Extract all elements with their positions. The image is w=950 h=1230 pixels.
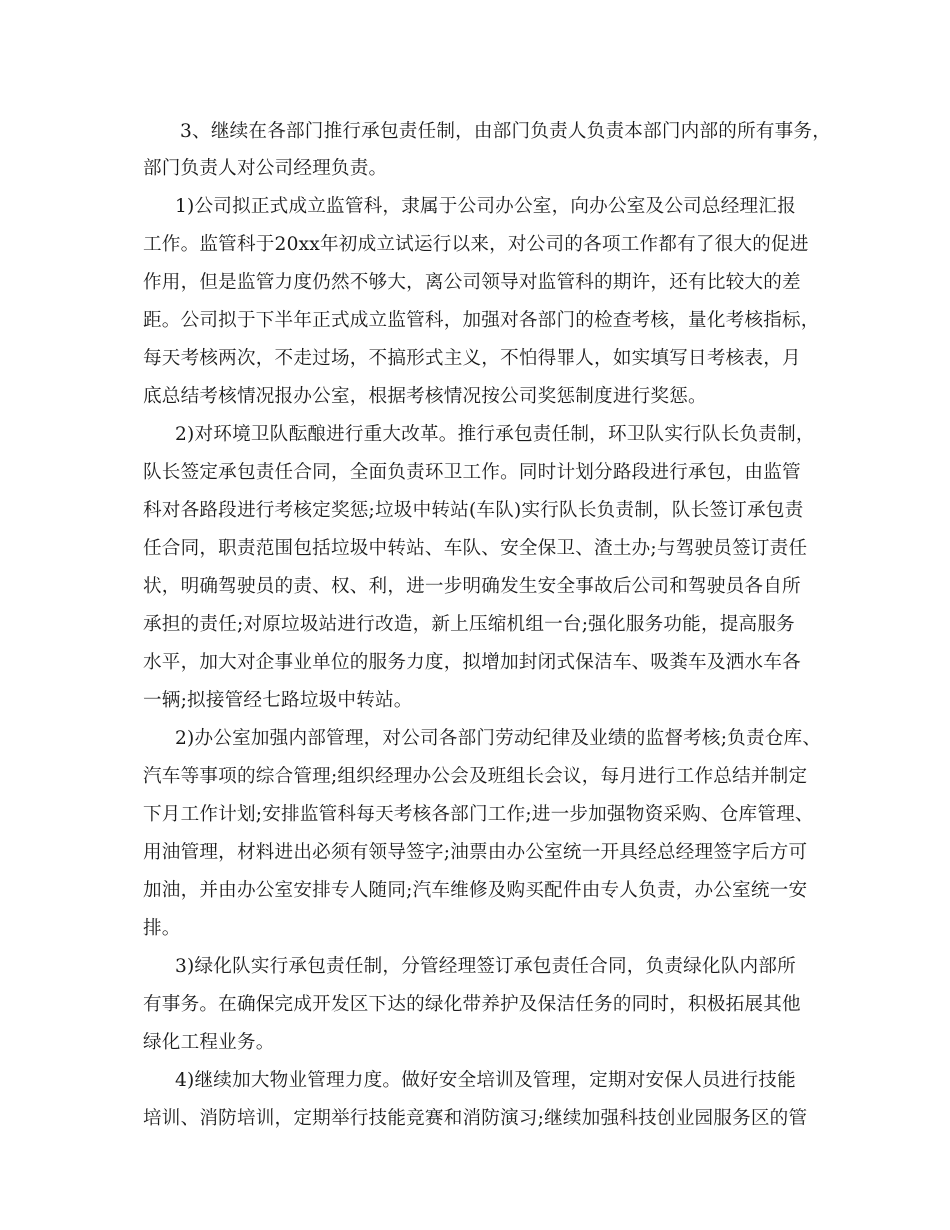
text-line: 汽车等事项的综合管理;组织经理办公会及班组长会议，每月进行工作总结并制定 bbox=[143, 766, 808, 787]
text-line: 有事务。在确保完成开发区下达的绿化带养护及保洁任务的同时，积极拓展其他 bbox=[143, 994, 801, 1015]
text-line: 状，明确驾驶员的责、权、利，进一步明确发生安全事故后公司和驾驶员各自所 bbox=[143, 576, 801, 597]
text-line: 用油管理，材料进出必须有领导签字;油票由办公室统一开具经总经理签字后方可 bbox=[143, 842, 808, 863]
text-line: 绿化工程业务。 bbox=[143, 1032, 275, 1053]
text-line: 水平，加大对企事业单位的服务力度，拟增加封闭式保洁车、吸粪车及洒水车各 bbox=[143, 652, 801, 673]
text-line: 每天考核两次，不走过场，不搞形式主义，不怕得罪人，如实填写日考核表，月 bbox=[143, 348, 801, 369]
text-line: 承担的责任;对原垃圾站进行改造，新上压缩机组一台;强化服务功能，提高服务 bbox=[143, 614, 795, 635]
text-line: 距。公司拟于下半年正式成立监管科，加强对各部门的检查考核，量化考核指标， bbox=[143, 310, 820, 331]
text-line: 3、继续在各部门推行承包责任制，由部门负责人负责本部门内部的所有事务， bbox=[180, 121, 832, 142]
text-line: 1)公司拟正式成立监管科，隶属于公司办公室，向办公室及公司总经理汇报 bbox=[175, 196, 796, 217]
text-line: 一辆;拟接管经七路垃圾中转站。 bbox=[143, 690, 413, 711]
text-line: 4)继续加大物业管理力度。做好安全培训及管理，定期对安保人员进行技能 bbox=[175, 1070, 796, 1091]
text-line: 作用，但是监管力度仍然不够大，离公司领导对监管科的期许，还有比较大的差 bbox=[143, 272, 801, 293]
text-line: 加油，并由办公室安排专人随同;汽车维修及购买配件由专人负责，办公室统一安 bbox=[143, 880, 808, 901]
text-line: 2)办公室加强内部管理，对公司各部门劳动纪律及业绩的监督考核;负责仓库、 bbox=[175, 728, 822, 749]
text-line: 培训、消防培训，定期举行技能竞赛和消防演习;继续加强科技创业园服务区的管 bbox=[143, 1108, 808, 1129]
text-line: 3)绿化队实行承包责任制，分管经理签订承包责任合同，负责绿化队内部所 bbox=[175, 956, 796, 977]
text-line: 部门负责人对公司经理负责。 bbox=[143, 158, 388, 179]
text-line: 任合同，职责范围包括垃圾中转站、车队、安全保卫、渣土办;与驾驶员签订责任 bbox=[143, 538, 808, 559]
text-line: 工作。监管科于20xx年初成立试运行以来，对公司的各项工作都有了很大的促进 bbox=[143, 234, 809, 255]
text-line: 底总结考核情况报办公室，根据考核情况按公司奖惩制度进行奖惩。 bbox=[143, 386, 707, 407]
text-line: 2)对环境卫队酝酿进行重大改革。推行承包责任制，环卫队实行队长负责制， bbox=[175, 424, 815, 445]
text-line: 队长签定承包责任合同，全面负责环卫工作。同时计划分路段进行承包，由监管 bbox=[143, 462, 801, 483]
text-line: 排。 bbox=[143, 918, 181, 939]
text-line: 下月工作计划;安排监管科每天考核各部门工作;进一步加强物资采购、仓库管理、 bbox=[143, 804, 814, 825]
text-line: 科对各路段进行考核定奖惩;垃圾中转站(车队)实行队长负责制，队长签订承包责 bbox=[143, 500, 804, 521]
